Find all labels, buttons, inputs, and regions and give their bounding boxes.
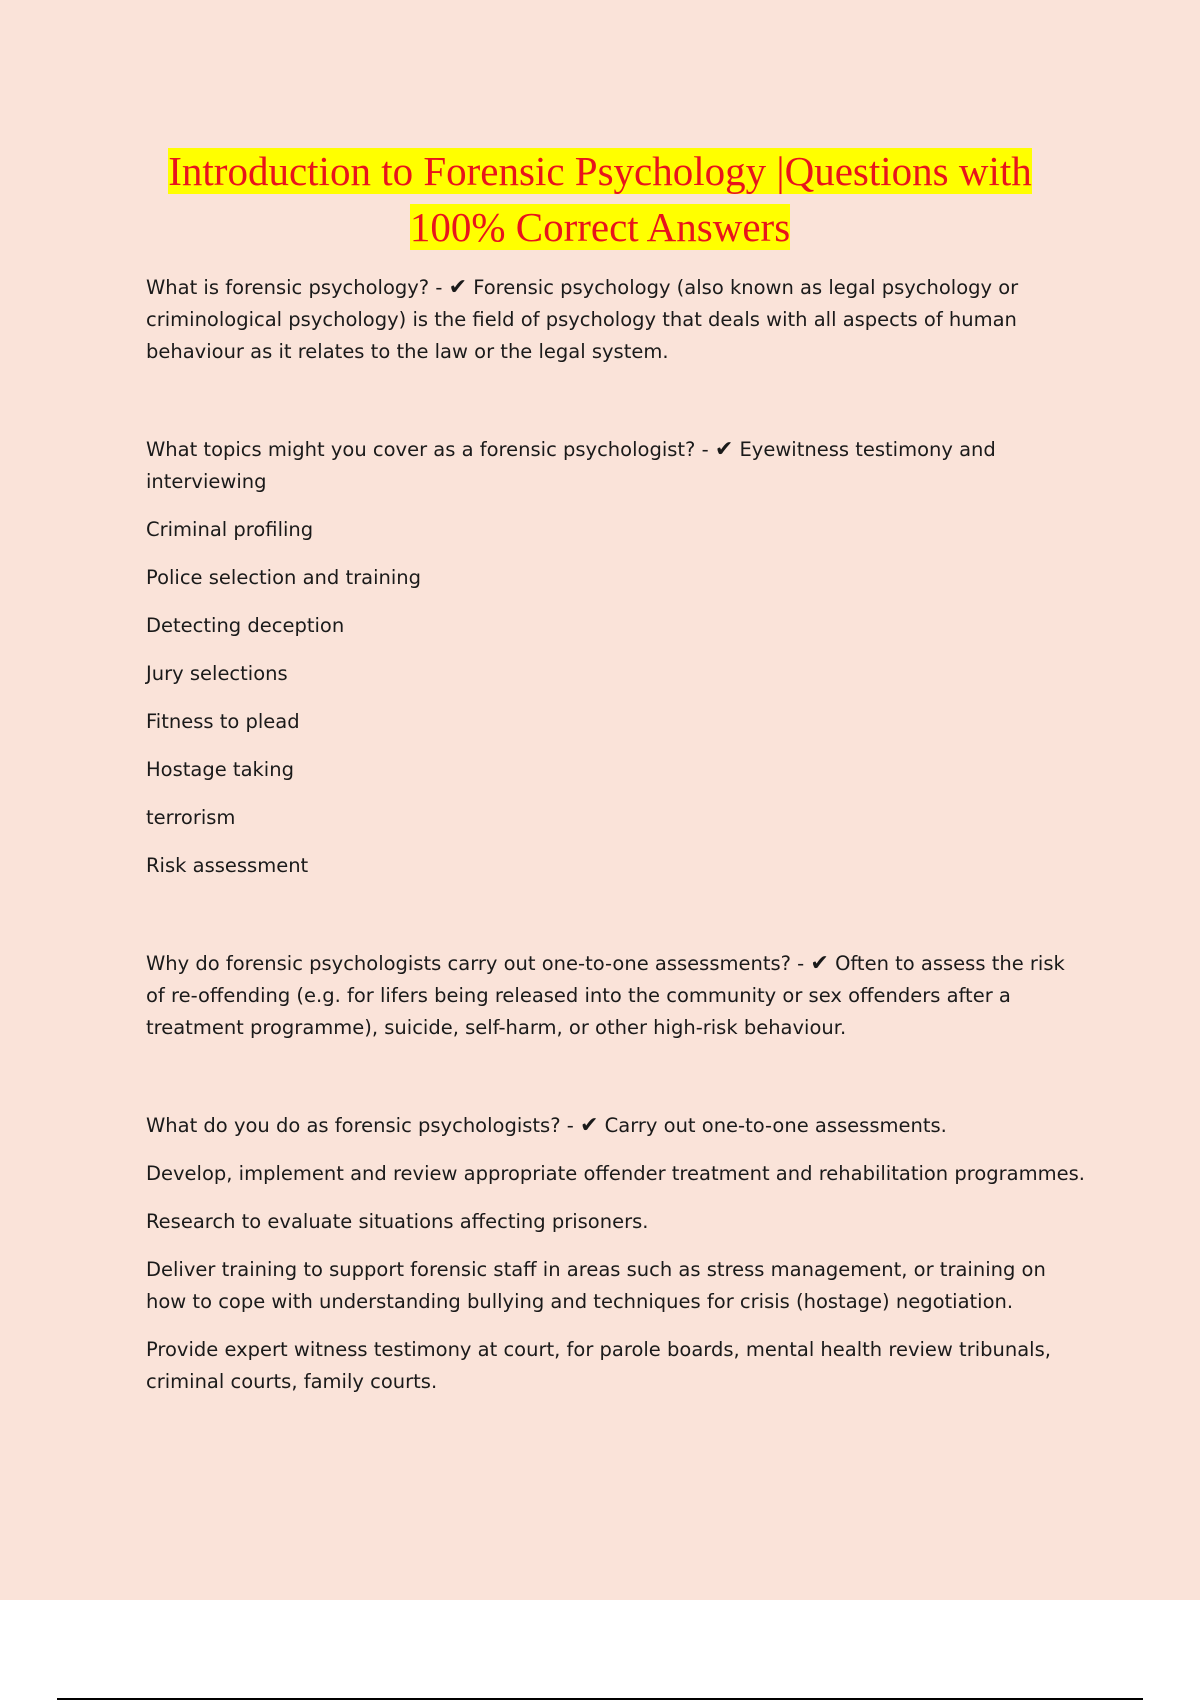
answer-line: Deliver training to support forensic staff in areas such as stress management, or training on how to cope with understanding bullying and techniques for crisis (hostage) negotiation.: [146, 1258, 1046, 1313]
question-text: Why do forensic psychologists carry out one-to-one assessments? -: [146, 952, 811, 975]
checkmark-icon: ✔: [714, 437, 734, 462]
answer-line: Jury selections: [146, 662, 288, 685]
answer-line: Criminal profiling: [146, 518, 314, 541]
qa-item: [146, 948, 1086, 1044]
answer-text: Eyewitness testimony and interviewing: [146, 438, 996, 493]
answer-text: Forensic psychology (also known as legal psychology or criminological psychology) is the field of psychology that deals with all aspects of human behaviour as it relates to the law or the legal system.: [146, 276, 1019, 363]
answer-line: Hostage taking: [146, 758, 294, 781]
checkmark-icon: ✔: [448, 275, 468, 300]
answer-line: Risk assessment: [146, 854, 309, 877]
title-line-1: Introduction to Forensic Psychology |Questions with: [168, 148, 1032, 194]
qa-item: [146, 1110, 1086, 1398]
answer-line: Provide expert witness testimony at court, for parole boards, mental health review tribunals, criminal courts, family courts.: [146, 1338, 1051, 1393]
checkmark-icon: ✔: [580, 1113, 599, 1138]
question-text: What do you do as forensic psychologists? -: [146, 1114, 580, 1137]
title-line-2: 100% Correct Answers: [409, 204, 791, 250]
checkmark-icon: ✔: [810, 951, 829, 976]
answer-line: Develop, implement and review appropriate offender treatment and rehabilitation programmes.: [146, 1162, 1085, 1185]
qa-question-line: [146, 948, 1086, 1044]
qa-item: [146, 272, 1086, 368]
answer-line: Detecting deception: [146, 614, 345, 637]
qa-question-line: [146, 1110, 1086, 1142]
qa-content: [146, 272, 1086, 1414]
qa-item: [146, 434, 1086, 882]
answer-text: Carry out one-to-one assessments.: [604, 1114, 947, 1137]
qa-question-line: [146, 434, 1086, 498]
question-text: What topics might you cover as a forensic psychologist? -: [146, 438, 715, 461]
answer-line: terrorism: [146, 806, 236, 829]
question-text: What is forensic psychology? -: [146, 276, 449, 299]
document-title: [100, 143, 1100, 255]
answer-line: Research to evaluate situations affecting prisoners.: [146, 1210, 649, 1233]
qa-question-line: [146, 272, 1086, 368]
answer-line: Police selection and training: [146, 566, 422, 589]
answer-text: Often to assess the risk of re-offending (e.g. for lifers being released into the community or sex offenders after a treatment programme), suicide, self-harm, or other high-risk behaviour.: [146, 952, 1065, 1039]
answer-line: Fitness to plead: [146, 710, 300, 733]
